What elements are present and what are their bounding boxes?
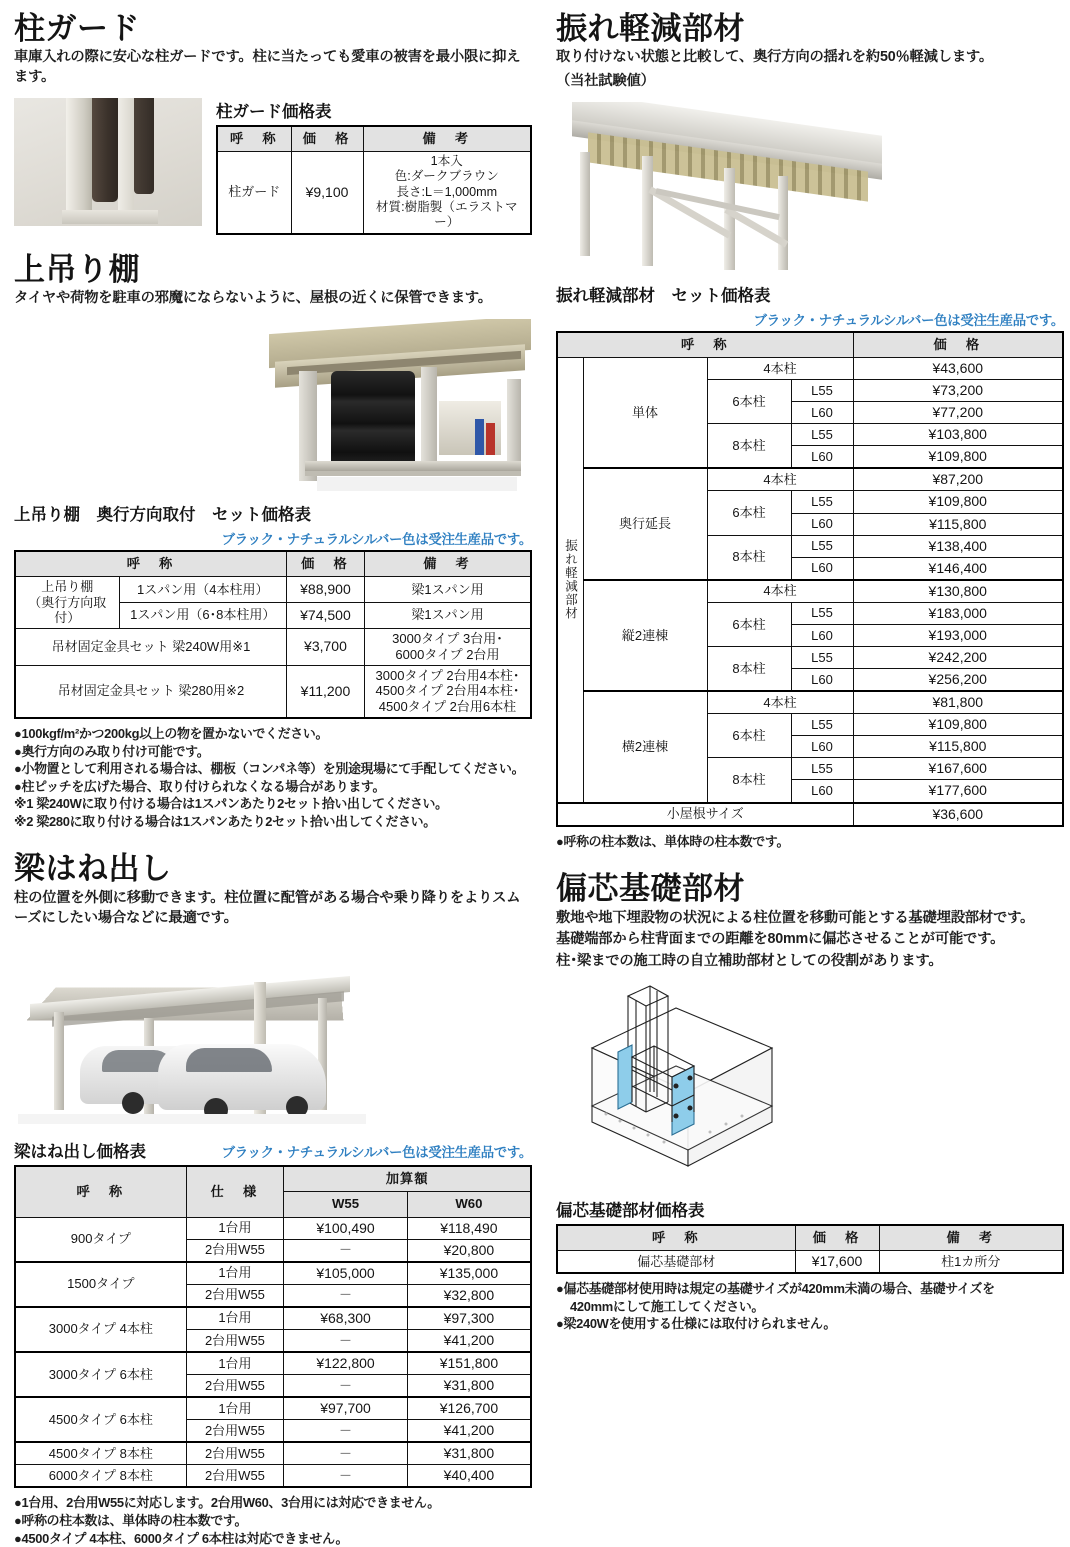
hanging-shelf-blue-note: ブラック・ナチュラルシルバー色は受注生産品です。 bbox=[221, 531, 532, 547]
pillar-guard-table-title: 柱ガード価格表 bbox=[216, 102, 332, 121]
col-header-w60: W60 bbox=[407, 1192, 531, 1217]
cell-w55: － bbox=[284, 1420, 408, 1443]
note-item: ●100kgf/m²かつ200kg以上の物を置かないでください。 bbox=[14, 726, 329, 742]
table-row bbox=[15, 1352, 531, 1375]
cell-name: 吊材固定金具セット 梁280用※2 bbox=[15, 665, 286, 718]
cell-posts: 8本柱 bbox=[707, 647, 791, 692]
table-row bbox=[15, 1307, 531, 1330]
cell-price: ¥146,400 bbox=[853, 557, 1063, 580]
cell-spec: 1台用 bbox=[186, 1217, 284, 1239]
cell-w55: ¥97,700 bbox=[284, 1397, 408, 1420]
cell-price: ¥88,900 bbox=[286, 577, 364, 603]
remark-line: 6000タイプ 2台用 bbox=[395, 646, 500, 662]
note-item: ●奥行方向のみ取り付け可能です。 bbox=[14, 743, 210, 759]
page-title-eccentric-foundation: 偏芯基礎部材 bbox=[556, 871, 745, 907]
table-row bbox=[557, 691, 1063, 714]
cell-price: ¥103,800 bbox=[853, 424, 1063, 446]
cell-footer-price: ¥36,600 bbox=[853, 803, 1063, 826]
remark-line: 3000タイプ 3台用･ bbox=[392, 630, 503, 646]
cell-price: ¥183,000 bbox=[853, 602, 1063, 624]
cell-price: ¥109,800 bbox=[853, 714, 1063, 736]
cell-price: ¥167,600 bbox=[853, 758, 1063, 780]
cell-price: ¥138,400 bbox=[853, 535, 1063, 557]
cell-w55: ¥122,800 bbox=[284, 1352, 408, 1375]
cell-name: 吊材固定金具セット 梁240W用※1 bbox=[15, 628, 286, 665]
cell-w60: ¥135,000 bbox=[407, 1262, 531, 1285]
sway-reduction-description-line2: （当社試験値） bbox=[556, 73, 655, 90]
table-header-row bbox=[15, 1166, 531, 1192]
sway-reduction-blue-note: ブラック・ナチュラルシルバー色は受注生産品です。 bbox=[753, 312, 1064, 328]
table-row bbox=[15, 1217, 531, 1239]
cell-w55: － bbox=[284, 1465, 408, 1488]
cell-price: ¥17,600 bbox=[795, 1250, 879, 1273]
cell-spec: 1スパン用（4本柱用） bbox=[119, 577, 286, 603]
page-title-beam-overhang: 梁はね出し bbox=[14, 851, 172, 887]
cell-price: ¥109,800 bbox=[853, 446, 1063, 469]
cell-w60: ¥41,200 bbox=[407, 1329, 531, 1352]
hanging-shelf-description: タイヤや荷物を駐車の邪魔にならないように、屋根の近くに保管できます。 bbox=[14, 290, 492, 307]
col-header-price: 価 格 bbox=[291, 126, 363, 152]
beam-overhang-notes bbox=[14, 1494, 532, 1547]
cell-spec: 1スパン用（6･8本柱用） bbox=[119, 602, 286, 628]
beam-overhang-table-title: 梁はね出し価格表 bbox=[14, 1143, 146, 1162]
cell-length: L55 bbox=[791, 714, 853, 736]
note-item: ●小物置として利用される場合は、棚板（コンパネ等）を別途現場にて手配してください。 bbox=[14, 761, 525, 777]
sway-reduction-price-table bbox=[556, 331, 1064, 827]
isometric-foundation-svg bbox=[576, 982, 886, 1178]
eccentric-foundation-notes bbox=[556, 1280, 1064, 1333]
cell-type: 3000タイプ 4本柱 bbox=[15, 1307, 186, 1352]
note-item: ※1 梁240Wに取り付ける場合は1スパンあたり2セット拾い出してください。 bbox=[14, 796, 448, 812]
cell-type: 3000タイプ 6本柱 bbox=[15, 1352, 186, 1397]
note-item: ●梁240Wを使用する仕様には取付けられません。 bbox=[556, 1316, 836, 1332]
cell-type: 4500タイプ 6本柱 bbox=[15, 1397, 186, 1442]
note-item: ●柱ピッチを広げた場合、取り付けられなくなる場合があります。 bbox=[14, 778, 386, 794]
col-header-name: 呼 称 bbox=[15, 551, 286, 577]
section-beam-overhang bbox=[14, 852, 532, 1547]
cell-length: L60 bbox=[791, 513, 853, 535]
cell-name: 柱ガード bbox=[217, 152, 291, 234]
cell-type: 6000タイプ 8本柱 bbox=[15, 1465, 186, 1488]
table-row bbox=[557, 468, 1063, 491]
table-row bbox=[15, 577, 531, 603]
eccentric-desc-line2: 基礎端部から柱背面までの距離を80mmに偏芯させることが可能です。 bbox=[556, 931, 1005, 948]
col-header-price: 価 格 bbox=[795, 1225, 879, 1251]
cell-w55: － bbox=[284, 1239, 408, 1262]
col-header-name: 呼 称 bbox=[557, 1225, 795, 1251]
cell-w55: － bbox=[284, 1375, 408, 1398]
cell-length: L55 bbox=[791, 535, 853, 557]
cell-type: 900タイプ bbox=[15, 1217, 186, 1262]
col-header-spec: 仕 様 bbox=[186, 1166, 284, 1217]
right-column bbox=[556, 12, 1064, 1333]
cell-name: 偏芯基礎部材 bbox=[557, 1250, 795, 1273]
cell-w60: ¥126,700 bbox=[407, 1397, 531, 1420]
eccentric-foundation-price-table bbox=[556, 1224, 1064, 1274]
cell-spec: 1台用 bbox=[186, 1262, 284, 1285]
hanging-shelf-notes bbox=[14, 725, 532, 830]
cell-price: ¥115,800 bbox=[853, 736, 1063, 758]
cell-footer-label: 小屋根サイズ bbox=[557, 803, 853, 826]
col-header-price: 価 格 bbox=[286, 551, 364, 577]
col-header-remark: 備 考 bbox=[879, 1225, 1063, 1251]
table-row bbox=[15, 665, 531, 718]
hanging-shelf-table-title: 上吊り棚 奥行方向取付 セット価格表 bbox=[14, 505, 311, 524]
eccentric-desc-line1: 敷地や地下埋設物の状況による柱位置を移動可能とする基礎埋設部材です。 bbox=[556, 909, 1035, 926]
cell-price: ¥109,800 bbox=[853, 491, 1063, 513]
page-title-hanging-shelf: 上吊り棚 bbox=[14, 251, 140, 287]
col-header-name: 呼 称 bbox=[15, 1166, 186, 1217]
cell-w55: － bbox=[284, 1442, 408, 1465]
note-item: ●呼称の柱本数は、単体時の柱本数です。 bbox=[556, 833, 790, 849]
cell-remark: 柱1カ所分 bbox=[879, 1250, 1063, 1273]
cell-price: ¥87,200 bbox=[853, 468, 1063, 491]
cell-length: L55 bbox=[791, 424, 853, 446]
cell-spec: 1台用 bbox=[186, 1397, 284, 1420]
section-hanging-shelf bbox=[14, 253, 532, 831]
table-row bbox=[15, 1397, 531, 1420]
cell-spec: 1台用 bbox=[186, 1352, 284, 1375]
cell-price: ¥3,700 bbox=[286, 628, 364, 665]
table-row bbox=[557, 1250, 1063, 1273]
pillar-guard-price-table bbox=[216, 125, 532, 235]
page-title-pillar-guard: 柱ガード bbox=[14, 11, 140, 46]
note-item: 420mmにして施工してください。 bbox=[570, 1298, 765, 1314]
cell-length: L60 bbox=[791, 669, 853, 692]
cell-length: L55 bbox=[791, 647, 853, 669]
table-row bbox=[15, 1465, 531, 1488]
beam-overhang-photo bbox=[18, 946, 366, 1124]
section-sway-reduction bbox=[556, 12, 1064, 850]
cell-remark: 梁1スパン用 bbox=[364, 577, 531, 603]
cell-group-label: 単体 bbox=[583, 358, 707, 469]
cell-price: ¥77,200 bbox=[853, 402, 1063, 424]
cell-remark: 梁1スパン用 bbox=[364, 602, 531, 628]
cell-spec: 2台用W55 bbox=[186, 1420, 284, 1443]
cell-price: ¥74,500 bbox=[286, 602, 364, 628]
table-header-row bbox=[557, 1225, 1063, 1251]
note-item: ●1台用、2台用W55に対応します。2台用W60、3台用には対応できません。 bbox=[14, 1495, 440, 1511]
cell-posts: 4本柱 bbox=[707, 468, 853, 491]
note-item: ●呼称の柱本数は、単体時の柱本数です。 bbox=[14, 1513, 248, 1529]
cell-price: ¥177,600 bbox=[853, 780, 1063, 803]
eccentric-desc-line3: 柱･梁までの施工時の自立補助部材としての役割があります。 bbox=[556, 953, 943, 970]
vertical-label-text: 振れ軽減部材 bbox=[563, 539, 578, 621]
pillar-guard-photo bbox=[14, 98, 202, 226]
cell-group-label: 横2連棟 bbox=[583, 691, 707, 802]
remark-line: 3000タイプ 2台用4本柱･ bbox=[375, 667, 520, 683]
cell-price: ¥43,600 bbox=[853, 358, 1063, 380]
eccentric-foundation-table-title: 偏芯基礎部材価格表 bbox=[556, 1201, 705, 1220]
table-row bbox=[15, 628, 531, 665]
cell-group-label: 縦2連棟 bbox=[583, 580, 707, 691]
table-row bbox=[15, 1442, 531, 1465]
section-eccentric-foundation bbox=[556, 872, 1064, 1332]
cell-length: L55 bbox=[791, 380, 853, 402]
note-item: ※2 梁280に取り付ける場合は1スパンあたり2セット拾い出してください。 bbox=[14, 813, 436, 829]
remark-line: 色:ダークブラウン bbox=[394, 169, 499, 184]
cell-vertical-label bbox=[557, 358, 583, 803]
cell-price: ¥11,200 bbox=[286, 665, 364, 718]
cell-w55: － bbox=[284, 1284, 408, 1307]
cell-w55: ¥68,300 bbox=[284, 1307, 408, 1330]
cell-spec: 2台用W55 bbox=[186, 1442, 284, 1465]
remark-line: 4500タイプ 2台用6本柱 bbox=[378, 699, 517, 715]
table-row-footer bbox=[557, 803, 1063, 826]
col-header-w55: W55 bbox=[284, 1192, 408, 1217]
cell-length: L60 bbox=[791, 624, 853, 646]
cell-spec: 2台用W55 bbox=[186, 1284, 284, 1307]
cell-posts: 8本柱 bbox=[707, 758, 791, 803]
col-header-remark: 備 考 bbox=[363, 126, 531, 152]
table-row bbox=[15, 1262, 531, 1285]
cell-w55: ¥105,000 bbox=[284, 1262, 408, 1285]
col-header-name: 呼 称 bbox=[217, 126, 291, 152]
cell-length: L60 bbox=[791, 780, 853, 803]
cell-spec: 1台用 bbox=[186, 1307, 284, 1330]
cell-length: L55 bbox=[791, 491, 853, 513]
cell-price: ¥115,800 bbox=[853, 513, 1063, 535]
col-header-group-surcharge: 加算額 bbox=[284, 1166, 531, 1192]
cell-spec: 2台用W55 bbox=[186, 1329, 284, 1352]
cell-group-label bbox=[15, 577, 119, 629]
beam-overhang-rows bbox=[15, 1217, 531, 1487]
cell-price: ¥256,200 bbox=[853, 669, 1063, 692]
cell-w60: ¥31,800 bbox=[407, 1375, 531, 1398]
cell-spec: 2台用W55 bbox=[186, 1375, 284, 1398]
cell-w60: ¥118,490 bbox=[407, 1217, 531, 1239]
cell-group-label: 奥行延長 bbox=[583, 468, 707, 579]
cell-posts: 6本柱 bbox=[707, 602, 791, 646]
col-header-remark: 備 考 bbox=[364, 551, 531, 577]
cell-length: L60 bbox=[791, 557, 853, 580]
cell-remark bbox=[364, 628, 531, 665]
cell-posts: 4本柱 bbox=[707, 358, 853, 380]
page-title-sway-reduction: 振れ軽減部材 bbox=[556, 11, 745, 46]
table-header-row bbox=[217, 126, 531, 152]
cell-price: ¥130,800 bbox=[853, 580, 1063, 603]
cell-w55: － bbox=[284, 1329, 408, 1352]
beam-overhang-blue-note: ブラック・ナチュラルシルバー色は受注生産品です。 bbox=[221, 1145, 532, 1161]
table-header-row bbox=[557, 332, 1063, 358]
cell-posts: 6本柱 bbox=[707, 491, 791, 535]
cell-remark bbox=[364, 665, 531, 718]
cell-price: ¥242,200 bbox=[853, 647, 1063, 669]
remark-line: 材質:樹脂製（エラストマー） bbox=[375, 200, 518, 230]
remark-line: 長さ:L＝1,000mm bbox=[396, 184, 498, 199]
cell-w60: ¥31,800 bbox=[407, 1442, 531, 1465]
sway-reduction-table-title: 振れ軽減部材 セット価格表 bbox=[556, 286, 771, 305]
cell-price: ¥73,200 bbox=[853, 380, 1063, 402]
cell-w60: ¥97,300 bbox=[407, 1307, 531, 1330]
col-header-name: 呼 称 bbox=[557, 332, 853, 358]
pillar-guard-description: 車庫入れの際に安心な柱ガードです。柱に当たっても愛車の被害を最小限に抑えます。 bbox=[14, 49, 521, 86]
cell-w55: ¥100,490 bbox=[284, 1217, 408, 1239]
cell-w60: ¥40,400 bbox=[407, 1465, 531, 1488]
eccentric-foundation-diagram bbox=[576, 982, 1064, 1183]
remark-line: 4500タイプ 2台用4本柱･ bbox=[375, 683, 520, 699]
cell-posts: 4本柱 bbox=[707, 580, 853, 603]
note-item: ●偏芯基礎部材使用時は規定の基礎サイズが420mm未満の場合、基礎サイズを bbox=[556, 1280, 995, 1296]
cell-length: L55 bbox=[791, 602, 853, 624]
hanging-shelf-price-table bbox=[14, 550, 532, 719]
cell-w60: ¥151,800 bbox=[407, 1352, 531, 1375]
cell-posts: 8本柱 bbox=[707, 535, 791, 580]
remark-line: 1本入 bbox=[430, 154, 463, 168]
hanging-shelf-photo bbox=[269, 319, 531, 491]
table-row bbox=[557, 580, 1063, 603]
cell-length: L60 bbox=[791, 402, 853, 424]
cell-price: ¥9,100 bbox=[291, 152, 363, 234]
table-row bbox=[217, 152, 531, 234]
col-header-price: 価 格 bbox=[853, 332, 1063, 358]
cell-type: 1500タイプ bbox=[15, 1262, 186, 1307]
table-header-row bbox=[15, 551, 531, 577]
table-row bbox=[557, 358, 1063, 380]
cell-w60: ¥20,800 bbox=[407, 1239, 531, 1262]
cell-posts: 8本柱 bbox=[707, 424, 791, 469]
cell-length: L60 bbox=[791, 736, 853, 758]
cell-spec: 2台用W55 bbox=[186, 1239, 284, 1262]
cell-posts: 6本柱 bbox=[707, 380, 791, 424]
group-label-line: （奥行方向取付） bbox=[28, 594, 107, 626]
cell-remark bbox=[363, 152, 531, 234]
beam-overhang-price-table bbox=[14, 1165, 532, 1488]
sway-reduction-description-line1: 取り付けない状態と比較して、奥行方向の揺れを約50％軽減します。 bbox=[556, 49, 993, 66]
beam-overhang-description: 柱の位置を外側に移動できます。柱位置に配管がある場合や乗り降りをよりスムーズにしたい場合などに最適です。 bbox=[14, 889, 521, 926]
group-label-line: 上吊り棚 bbox=[41, 579, 94, 595]
section-pillar-guard bbox=[14, 12, 532, 235]
sway-reduction-notes bbox=[556, 833, 1064, 851]
cell-posts: 4本柱 bbox=[707, 691, 853, 714]
cell-length: L55 bbox=[791, 758, 853, 780]
note-item: ●4500タイプ 4本柱、6000タイプ 6本柱は対応できません。 bbox=[14, 1530, 349, 1546]
cell-spec: 2台用W55 bbox=[186, 1465, 284, 1488]
cell-length: L60 bbox=[791, 446, 853, 469]
sway-reduction-photo bbox=[564, 102, 894, 270]
cell-posts: 6本柱 bbox=[707, 714, 791, 758]
left-column bbox=[14, 12, 532, 1547]
cell-price: ¥193,000 bbox=[853, 624, 1063, 646]
cell-price: ¥81,800 bbox=[853, 691, 1063, 714]
cell-w60: ¥41,200 bbox=[407, 1420, 531, 1443]
cell-type: 4500タイプ 8本柱 bbox=[15, 1442, 186, 1465]
cell-w60: ¥32,800 bbox=[407, 1284, 531, 1307]
